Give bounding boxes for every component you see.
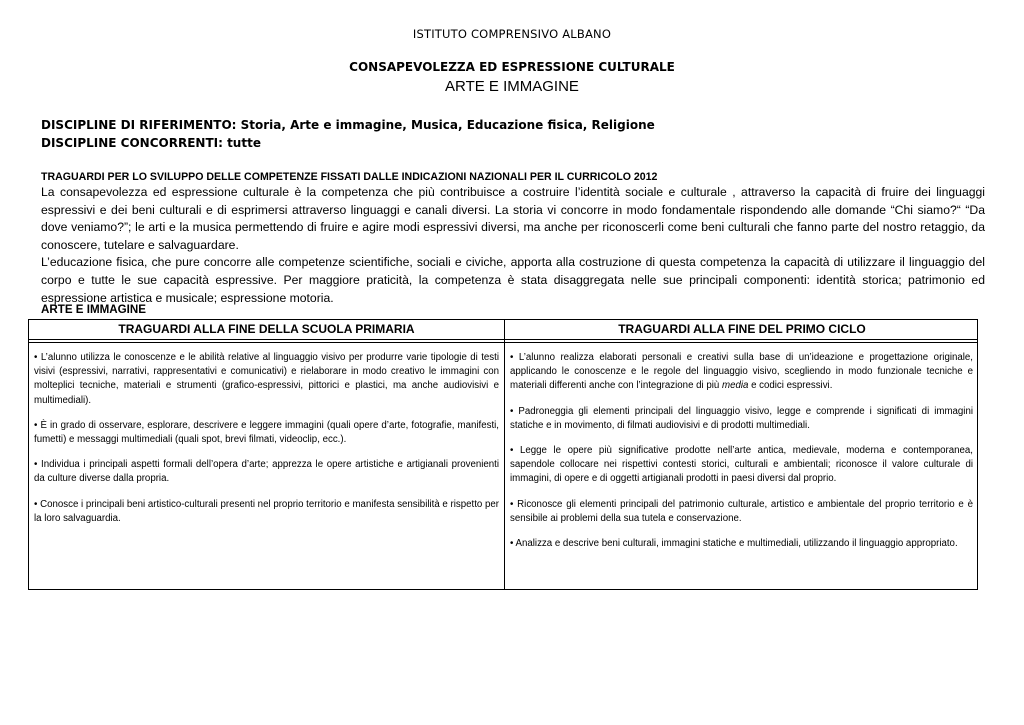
subject-title: ARTE E IMMAGINE — [445, 78, 579, 95]
intro-paragraph: L’educazione fisica, che pure concorre alle competenze scientifiche, sociali e civiche, apporta alla costruzione di questa competenza la capacità di utilizzare il linguaggio del corpo e tutte le sue capacità espressive. Per maggiore praticità, la competenza è stata disaggregata nelle sue principali componenti: identità storica; patrimonio ed espressione artistica e musicale; espressione motoria. — [41, 255, 985, 305]
outcome-item — [510, 351, 973, 394]
outcome-text: e codici espressivi. — [748, 380, 833, 392]
intro-paragraph: La consapevolezza ed espressione culturale è la competenza che più contribuisce a costruire l’identità sociale e culturale , attraverso la capacità di fruire dei linguaggi espressivi e dei beni culturali e di esprimersi attraverso linguaggi e canali diversi. La storia vi concorre in modo fondamentale rispondendo alle domande “Chi siamo?“ “Da dove veniamo?”; le arti e la musica permettendo di fruire e agire modi espressivi diversi, ma anche per riconoscerli come beni culturali che fanno parte del nostro retaggio, da conoscere, tutelare e salvaguardare. — [41, 185, 985, 252]
outcome-item: • L’alunno utilizza le conoscenze e le abilità relative al linguaggio visivo per produrre varie tipologie di testi visivi (espressivi, narrativi, rappresentativi e comunicativi) e rielaborare in modo creativo le immagini con molteplici tecniche, materiali e strumenti (grafico-espressivi, pittorici e plastici, ma anche audiovisivi e multimediali). — [34, 352, 499, 406]
first-cycle-outcomes — [510, 351, 973, 562]
outcome-item: • Padroneggia gli elementi principali del linguaggio visivo, legge e comprende i significati di immagini statiche e in movimento, di filmati audiovisivi e di prodotti multimediali. — [510, 405, 973, 431]
section-label: ARTE E IMMAGINE — [41, 303, 146, 316]
school-name: ISTITUTO COMPRENSIVO ALBANO — [412, 27, 612, 41]
outcome-item: • Individua i principali aspetti formali dell’opera d’arte; apprezza le opere artistiche e artigianali provenienti da culture diverse dalla propria. — [34, 459, 499, 485]
intro-block — [41, 170, 985, 307]
column-divider — [504, 320, 505, 589]
reference-disciplines: DISCIPLINE DI RIFERIMENTO: Storia, Arte e immagine, Musica, Educazione fisica, Religione — [41, 118, 655, 132]
outcomes-table — [28, 319, 978, 590]
primary-school-header: TRAGUARDI ALLA FINE DELLA SCUOLA PRIMARIA — [118, 322, 415, 336]
outcome-item: • Analizza e descrive beni culturali, immagini statiche e multimediali, utilizzando il linguaggio appropriato. — [510, 538, 958, 550]
outcome-text: • L’alunno realizza elaborati personali e creativi sulla base di un’ideazione e progettazione originale, applicando le conoscenze e le regole del linguaggio visivo, scegliendo in modo funzionale tecniche e materiali differenti anche con l’integrazione di più — [510, 352, 973, 392]
outcome-item: • È in grado di osservare, esplorare, descrivere e leggere immagini (quali opere d’arte, fotografie, manifesti, fumetti) e messaggi multimediali (quali spot, brevi filmati, videoclip, ecc.). — [34, 419, 499, 446]
first-cycle-header: TRAGUARDI ALLA FINE DEL PRIMO CICLO — [618, 322, 866, 336]
outcome-item: • Legge le opere più significative prodotte nell’arte antica, medievale, moderna e contemporanea, sapendole collocare nei rispettivi contesti storici, culturali e ambientali; riconosce il valore culturale di immagini, di opere e di oggetti artigianali prodotti in paesi diversi dal proprio. — [510, 445, 973, 485]
competence-title: CONSAPEVOLEZZA ED ESPRESSIONE CULTURALE — [349, 60, 675, 74]
intro-heading: TRAGUARDI PER LO SVILUPPO DELLE COMPETENZE FISSATI DALLE INDICAZIONI NAZIONALI PER IL CURRICOLO 2012 — [41, 171, 658, 183]
outcome-emphasis: media — [722, 380, 749, 392]
header-rule — [29, 342, 977, 343]
primary-school-outcomes — [34, 351, 499, 537]
concurrent-disciplines: DISCIPLINE CONCORRENTI: tutte — [41, 136, 261, 150]
outcome-item: • Conosce i principali beni artistico-culturali presenti nel proprio territorio e manifesta sensibilità e rispetto per la loro salvaguardia. — [34, 498, 499, 524]
header-rule — [29, 339, 977, 340]
outcome-item: • Riconosce gli elementi principali del patrimonio culturale, artistico e ambientale del proprio territorio e è sensibile ai problemi della sua tutela e conservazione. — [510, 498, 973, 524]
